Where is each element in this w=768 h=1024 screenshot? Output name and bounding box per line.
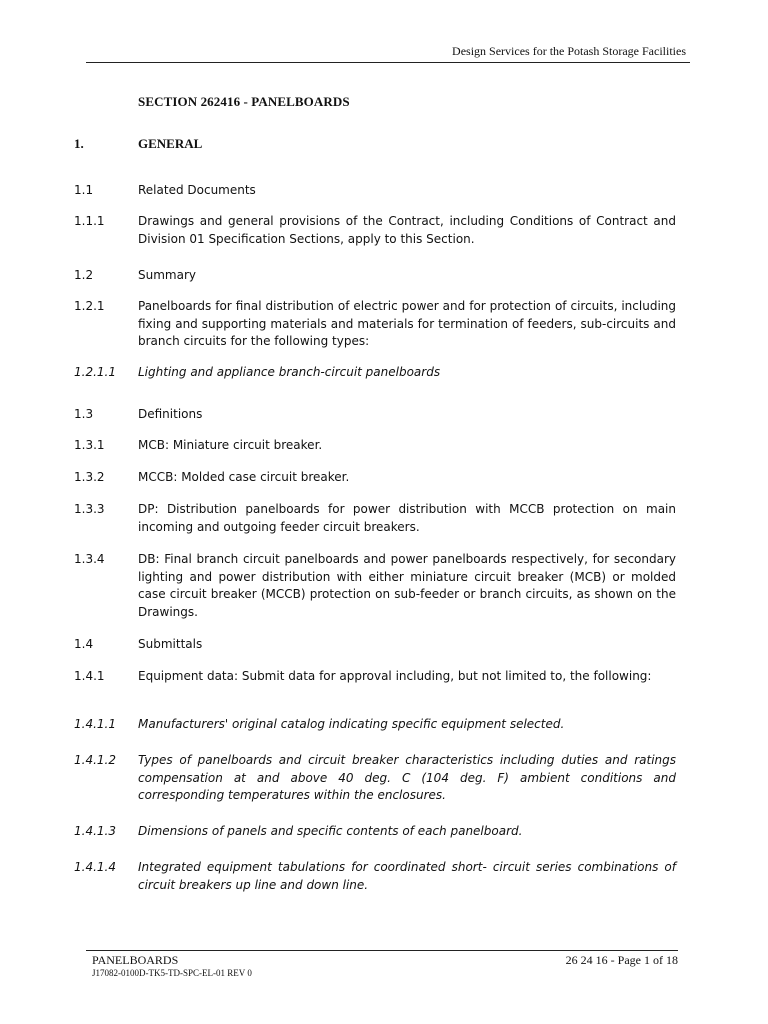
clause-text: MCB: Miniature circuit breaker. — [138, 438, 323, 452]
clause-text: Summary — [138, 268, 196, 282]
clause-text: Panelboards for final distribution of electric power and for protection of circuits, including fixing and supporting materials and materials for termination of feeders, sub-circuits and branch circuits for the following types: — [138, 299, 676, 348]
clause-number: 1.1 — [74, 183, 94, 197]
clause-number: 1.2.1 — [74, 299, 105, 313]
footer-rule — [86, 950, 678, 951]
footer-section-name: PANELBOARDS — [92, 953, 179, 967]
clause-text: Integrated equipment tabulations for coordinated short- circuit series combinations of circuit breakers up line and down line. — [138, 860, 676, 892]
clause-number: 1.2 — [74, 268, 94, 282]
clause-number: 1.3.3 — [74, 502, 105, 516]
heading-number: 1. — [74, 136, 84, 151]
footer-page-number: 26 24 16 - Page 1 of 18 — [565, 953, 678, 967]
clause-text: Lighting and appliance branch-circuit panelboards — [138, 365, 441, 379]
clause-text: Drawings and general provisions of the Contract, including Conditions of Contract and Division 01 Specification Sections, apply to this Section. — [138, 214, 676, 246]
clause-number: 1.3 — [74, 407, 94, 421]
clause-number: 1.3.2 — [74, 470, 105, 484]
heading-text: GENERAL — [138, 136, 203, 151]
header-rule — [86, 62, 690, 63]
clause-text: Definitions — [138, 407, 203, 421]
clause-number: 1.3.4 — [74, 552, 105, 566]
footer-document-reference: J17082-0100D-TK5-TD-SPC-EL-01 REV 0 — [92, 968, 252, 978]
clause-text: Equipment data: Submit data for approval including, but not limited to, the following: — [138, 669, 652, 683]
clause-number: 1.4.1.3 — [74, 824, 116, 838]
clause-number: 1.2.1.1 — [74, 365, 116, 379]
clause-text: Related Documents — [138, 183, 256, 197]
section-title: SECTION 262416 - PANELBOARDS — [138, 94, 350, 109]
clause-text: Manufacturers' original catalog indicating specific equipment selected. — [138, 717, 565, 731]
clause-text: DP: Distribution panelboards for power distribution with MCCB protection on main incoming and outgoing feeder circuit breakers. — [138, 502, 676, 534]
clause-number: 1.4.1.4 — [74, 860, 116, 874]
clause-number: 1.4.1.2 — [74, 753, 116, 767]
clause-number: 1.4.1.1 — [74, 717, 116, 731]
clause-text: Types of panelboards and circuit breaker characteristics including duties and ratings compensation at and above 40 deg. C (104 deg. F) ambient conditions and corresponding temperatures within the enclosures. — [138, 753, 676, 802]
header-title: Design Services for the Potash Storage Facilities — [452, 44, 686, 58]
clause-number: 1.4 — [74, 637, 94, 651]
clause-number: 1.1.1 — [74, 214, 105, 228]
clause-text: Dimensions of panels and specific contents of each panelboard. — [138, 824, 523, 838]
clause-text: MCCB: Molded case circuit breaker. — [138, 470, 350, 484]
clause-text: Submittals — [138, 637, 203, 651]
clause-number: 1.4.1 — [74, 669, 105, 683]
clause-number: 1.3.1 — [74, 438, 105, 452]
clause-text: DB: Final branch circuit panelboards and power panelboards respectively, for secondary lighting and power distribution with either miniature circuit breaker (MCB) or molded case circuit breaker (MCCB) protection on sub-feeder or branch circuits, as shown on the Drawings. — [138, 552, 676, 619]
